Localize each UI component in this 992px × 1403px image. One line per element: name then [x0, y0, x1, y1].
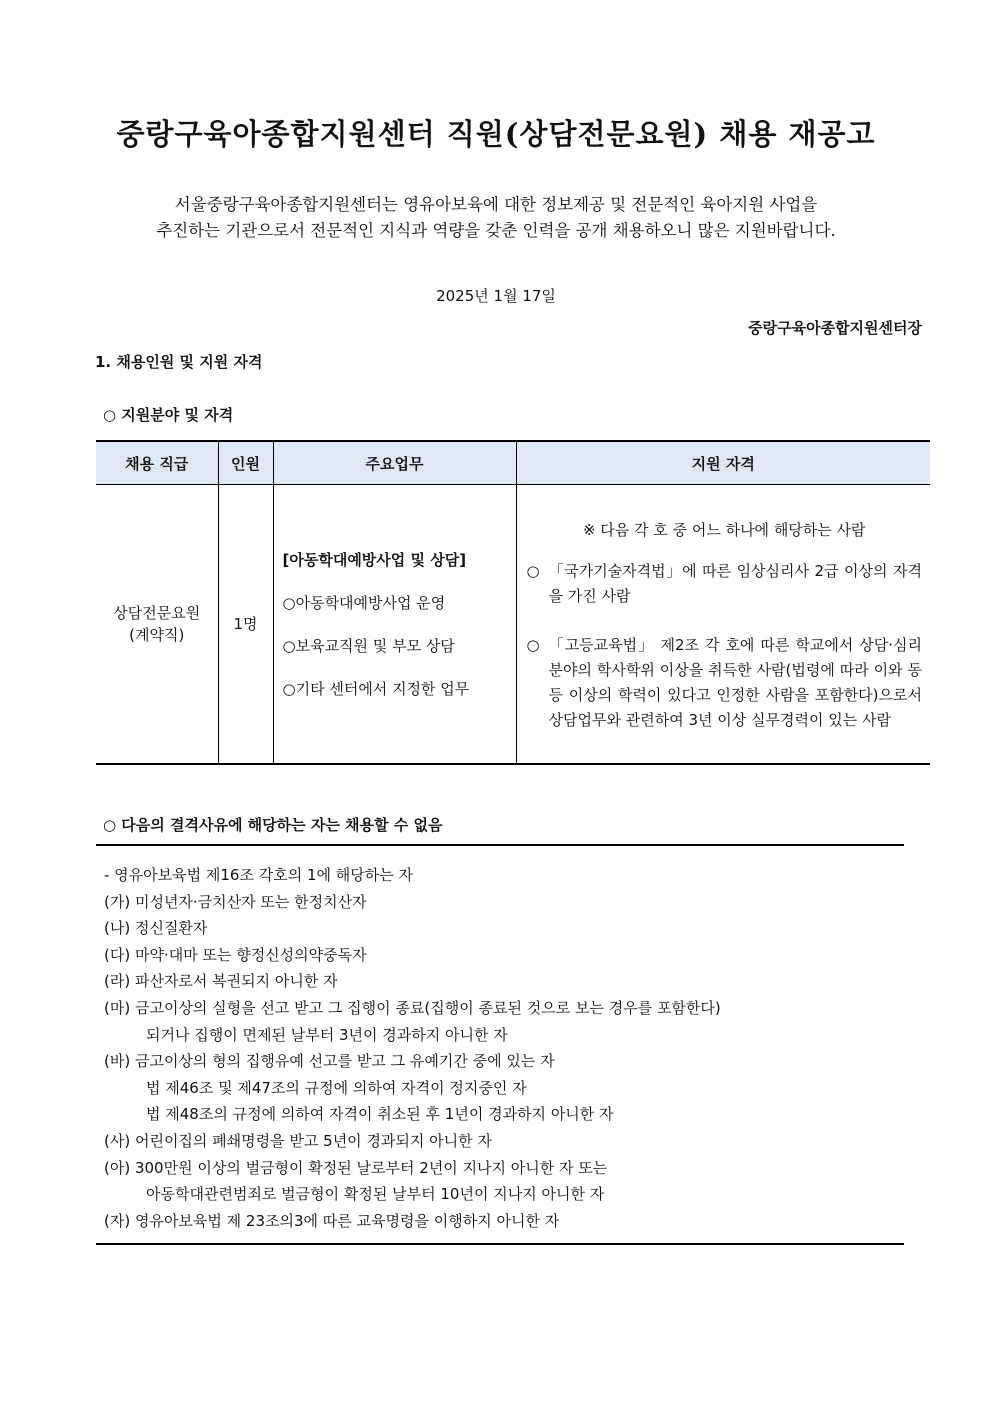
qualification-text: 「국가기술자격법」에 따른 임상심리사 2급 이상의 자격을 가진 사람 [548, 561, 922, 605]
list-item: (라) 파산자로서 복권되지 아니한 자 [104, 972, 338, 991]
list-item: (사) 어린이집의 폐쇄명령을 받고 5년이 경과되지 아니한 자 [104, 1131, 492, 1150]
subsection-heading-qualifications: ○ 지원분야 및 자격 [103, 406, 234, 424]
list-item: (자) 영유아보육법 제 23조의3에 따른 교육명령을 이행하지 아니한 자 [104, 1211, 560, 1230]
header-position: 채용 직급 [96, 441, 218, 485]
table-row [96, 485, 930, 765]
list-item-continuation: 법 제46조 및 제47조의 규정에 의하여 자격이 정지중인 자 [146, 1078, 527, 1097]
duty-item: ○기타 센터에서 지정한 업무 [282, 679, 470, 698]
duty-item: ○아동학대예방사업 운영 [282, 593, 446, 612]
circle-bullet-icon: ○ [526, 561, 540, 580]
intro-line: 서울중랑구육아종합지원센터는 영유아보육에 대한 정보제공 및 전문적인 육아지원 사업을 [174, 195, 818, 214]
disqualification-box [96, 844, 904, 1245]
qualification-note: ※ 다음 각 호 중 어느 하나에 해당하는 사람 [582, 520, 866, 539]
cell-qualifications [516, 485, 930, 765]
position-type: (계약직) [129, 626, 185, 644]
header-qualifications: 지원 자격 [516, 441, 930, 485]
cell-duties [273, 485, 516, 765]
list-item: (아) 300만원 이상의 벌금형이 확정된 날로부터 2년이 지나지 아니한 자 또는 [104, 1158, 608, 1177]
duties-heading: [아동학대예방사업 및 상담] [282, 550, 467, 569]
list-item: (다) 마약·대마 또는 향정신성의약중독자 [104, 945, 367, 964]
intro-line: 추진하는 기관으로서 전문적인 지식과 역량을 갖춘 인력을 공개 채용하오니 많은 지원바랍니다. [156, 221, 836, 240]
announcement-date: 2025년 1월 17일 [436, 287, 556, 305]
list-item-continuation: 법 제48조의 규정에 의하여 자격이 취소된 후 1년이 경과하지 아니한 자 [146, 1105, 614, 1124]
duty-item: ○보육교직원 및 부모 상담 [282, 636, 455, 655]
qualification-item [527, 559, 923, 609]
list-item: (나) 정신질환자 [104, 919, 208, 938]
list-item-continuation: 되거나 집행이 면제된 날부터 3년이 경과하지 아니한 자 [146, 1025, 508, 1044]
cell-position [96, 485, 218, 765]
cell-count: 1명 [218, 485, 273, 765]
position-name: 상담전문요원 [113, 604, 201, 622]
header-count: 인원 [218, 441, 273, 485]
issuer-name: 중랑구육아종합지원센터장 [748, 319, 922, 337]
recruitment-table [96, 440, 930, 765]
list-item: (마) 금고이상의 실형을 선고 받고 그 집행이 종료(집행이 종료된 것으로 보는 경우를 포함한다) [104, 998, 721, 1017]
table-header-row [96, 441, 930, 485]
qualification-text: 「고등교육법」 제2조 각 호에 따른 학교에서 상담·심리분야의 학사학위 이상을 취득한 사람(법령에 따라 이와 동등 이상의 학력이 있다고 인정한 사람을 포함한다)으로서 상담업무와 관련하여 3년 이상 실무경력이 있는 사람 [548, 635, 922, 729]
intro-paragraph [60, 192, 932, 244]
section-heading-recruitment: 1. 채용인원 및 지원 자격 [95, 353, 263, 371]
subsection-heading-disqualifications: ○ 다음의 결격사유에 해당하는 자는 채용할 수 없음 [103, 816, 443, 834]
list-item: (바) 금고이상의 형의 집행유예 선고를 받고 그 유예기간 중에 있는 자 [104, 1052, 555, 1071]
list-item: (가) 미성년자·금치산자 또는 한정치산자 [104, 892, 367, 911]
document-title: 중랑구육아종합지원센터 직원(상담전문요원) 채용 재공고 [116, 117, 876, 151]
list-item: - 영유아보육법 제16조 각호의 1에 해당하는 자 [104, 866, 413, 884]
header-duties: 주요업무 [273, 441, 516, 485]
circle-bullet-icon: ○ [526, 635, 540, 654]
list-item-continuation: 아동학대관련범죄로 벌금형이 확정된 날부터 10년이 지나지 아니한 자 [146, 1185, 605, 1204]
qualification-item [527, 633, 923, 733]
